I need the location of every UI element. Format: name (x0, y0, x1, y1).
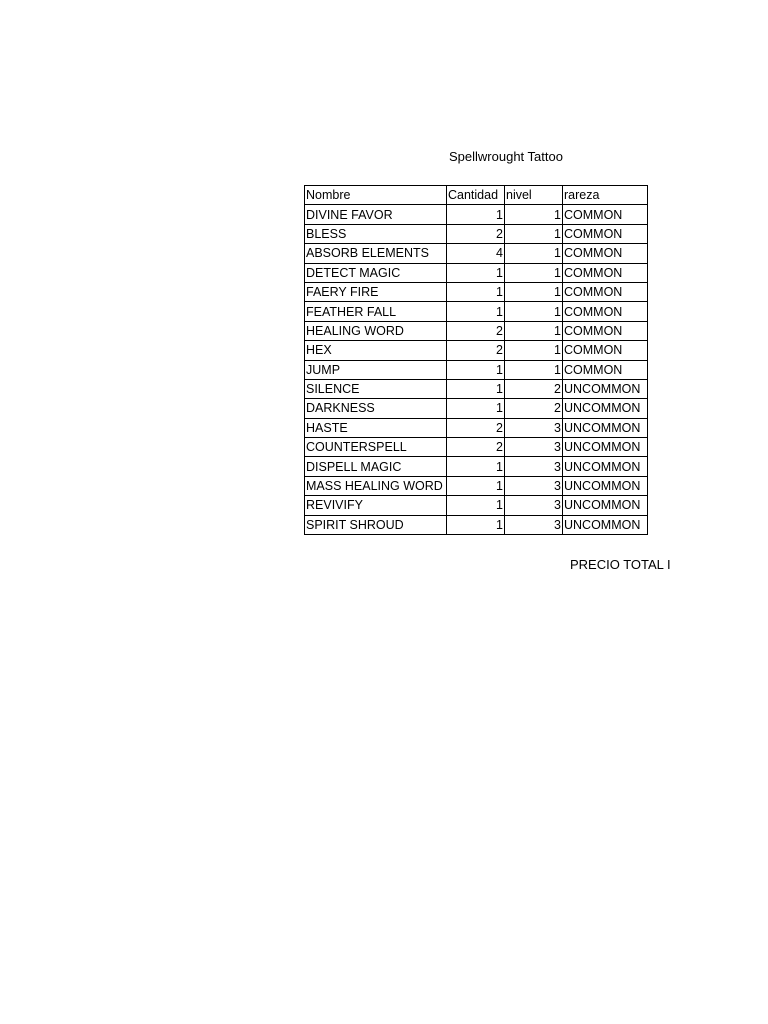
cell-nombre[interactable]: HASTE (305, 418, 447, 437)
cell-cantidad[interactable]: 1 (447, 360, 505, 379)
spell-table (304, 185, 648, 535)
table-row (305, 457, 648, 476)
column-header-nombre[interactable]: Nombre (305, 186, 447, 205)
cell-rareza[interactable]: COMMON (563, 282, 648, 301)
table-row (305, 476, 648, 495)
cell-rareza[interactable]: UNCOMMON (563, 496, 648, 515)
table-row (305, 438, 648, 457)
cell-nombre[interactable]: REVIVIFY (305, 496, 447, 515)
cell-nombre[interactable]: HEX (305, 341, 447, 360)
cell-nivel[interactable]: 1 (505, 263, 563, 282)
cell-cantidad[interactable]: 1 (447, 282, 505, 301)
cell-nivel[interactable]: 1 (505, 224, 563, 243)
cell-nivel[interactable]: 3 (505, 496, 563, 515)
cell-nivel[interactable]: 1 (505, 302, 563, 321)
cell-nombre[interactable]: ABSORB ELEMENTS (305, 244, 447, 263)
cell-cantidad[interactable]: 2 (447, 438, 505, 457)
cell-cantidad[interactable]: 1 (447, 263, 505, 282)
table-header-row (305, 186, 648, 205)
cell-rareza[interactable]: UNCOMMON (563, 457, 648, 476)
table-row (305, 418, 648, 437)
column-header-cantidad[interactable]: Cantidad (447, 186, 505, 205)
cell-nivel[interactable]: 1 (505, 341, 563, 360)
cell-rareza[interactable]: COMMON (563, 263, 648, 282)
cell-rareza[interactable]: COMMON (563, 360, 648, 379)
table-row (305, 321, 648, 340)
cell-nombre[interactable]: SPIRIT SHROUD (305, 515, 447, 534)
cell-nivel[interactable]: 3 (505, 418, 563, 437)
cell-nivel[interactable]: 3 (505, 457, 563, 476)
cell-nombre[interactable]: FAERY FIRE (305, 282, 447, 301)
cell-rareza[interactable]: UNCOMMON (563, 379, 648, 398)
cell-nombre[interactable]: HEALING WORD (305, 321, 447, 340)
table-row (305, 282, 648, 301)
table-row (305, 205, 648, 224)
cell-cantidad[interactable]: 2 (447, 321, 505, 340)
table-row (305, 244, 648, 263)
cell-nombre[interactable]: DETECT MAGIC (305, 263, 447, 282)
page-title: Spellwrought Tattoo (449, 149, 563, 164)
cell-cantidad[interactable]: 1 (447, 515, 505, 534)
table-row (305, 515, 648, 534)
table-row (305, 263, 648, 282)
cell-nombre[interactable]: COUNTERSPELL (305, 438, 447, 457)
table-row (305, 496, 648, 515)
cell-cantidad[interactable]: 2 (447, 341, 505, 360)
cell-nombre[interactable]: SILENCE (305, 379, 447, 398)
cell-cantidad[interactable]: 1 (447, 205, 505, 224)
cell-rareza[interactable]: COMMON (563, 224, 648, 243)
cell-cantidad[interactable]: 1 (447, 457, 505, 476)
cell-rareza[interactable]: COMMON (563, 341, 648, 360)
cell-nombre[interactable]: MASS HEALING WORD (305, 476, 447, 495)
table-row (305, 399, 648, 418)
cell-cantidad[interactable]: 2 (447, 418, 505, 437)
cell-nombre[interactable]: JUMP (305, 360, 447, 379)
column-header-nivel[interactable]: nivel (505, 186, 563, 205)
cell-cantidad[interactable]: 1 (447, 399, 505, 418)
cell-nivel[interactable]: 3 (505, 438, 563, 457)
cell-rareza[interactable]: UNCOMMON (563, 418, 648, 437)
table-row (305, 302, 648, 321)
cell-rareza[interactable]: COMMON (563, 321, 648, 340)
cell-rareza[interactable]: UNCOMMON (563, 438, 648, 457)
cell-nivel[interactable]: 2 (505, 399, 563, 418)
cell-rareza[interactable]: COMMON (563, 302, 648, 321)
cell-nombre[interactable]: DIVINE FAVOR (305, 205, 447, 224)
cell-nombre[interactable]: DISPELL MAGIC (305, 457, 447, 476)
cell-cantidad[interactable]: 1 (447, 496, 505, 515)
table-row (305, 360, 648, 379)
cell-nivel[interactable]: 2 (505, 379, 563, 398)
cell-nombre[interactable]: BLESS (305, 224, 447, 243)
cell-nivel[interactable]: 1 (505, 321, 563, 340)
cell-cantidad[interactable]: 1 (447, 476, 505, 495)
cell-cantidad[interactable]: 1 (447, 302, 505, 321)
cell-cantidad[interactable]: 1 (447, 379, 505, 398)
cell-nivel[interactable]: 3 (505, 515, 563, 534)
cell-nivel[interactable]: 1 (505, 244, 563, 263)
cell-nivel[interactable]: 1 (505, 282, 563, 301)
table-row (305, 379, 648, 398)
cell-rareza[interactable]: COMMON (563, 244, 648, 263)
cell-rareza[interactable]: UNCOMMON (563, 476, 648, 495)
cell-cantidad[interactable]: 2 (447, 224, 505, 243)
cell-cantidad[interactable]: 4 (447, 244, 505, 263)
table-row (305, 341, 648, 360)
cell-nivel[interactable]: 1 (505, 205, 563, 224)
cell-nombre[interactable]: FEATHER FALL (305, 302, 447, 321)
column-header-rareza[interactable]: rareza (563, 186, 648, 205)
cell-nivel[interactable]: 1 (505, 360, 563, 379)
table-body (305, 205, 648, 535)
total-price-label: PRECIO TOTAL I (570, 557, 671, 572)
cell-nivel[interactable]: 3 (505, 476, 563, 495)
cell-rareza[interactable]: COMMON (563, 205, 648, 224)
cell-rareza[interactable]: UNCOMMON (563, 399, 648, 418)
table-row (305, 224, 648, 243)
cell-rareza[interactable]: UNCOMMON (563, 515, 648, 534)
cell-nombre[interactable]: DARKNESS (305, 399, 447, 418)
